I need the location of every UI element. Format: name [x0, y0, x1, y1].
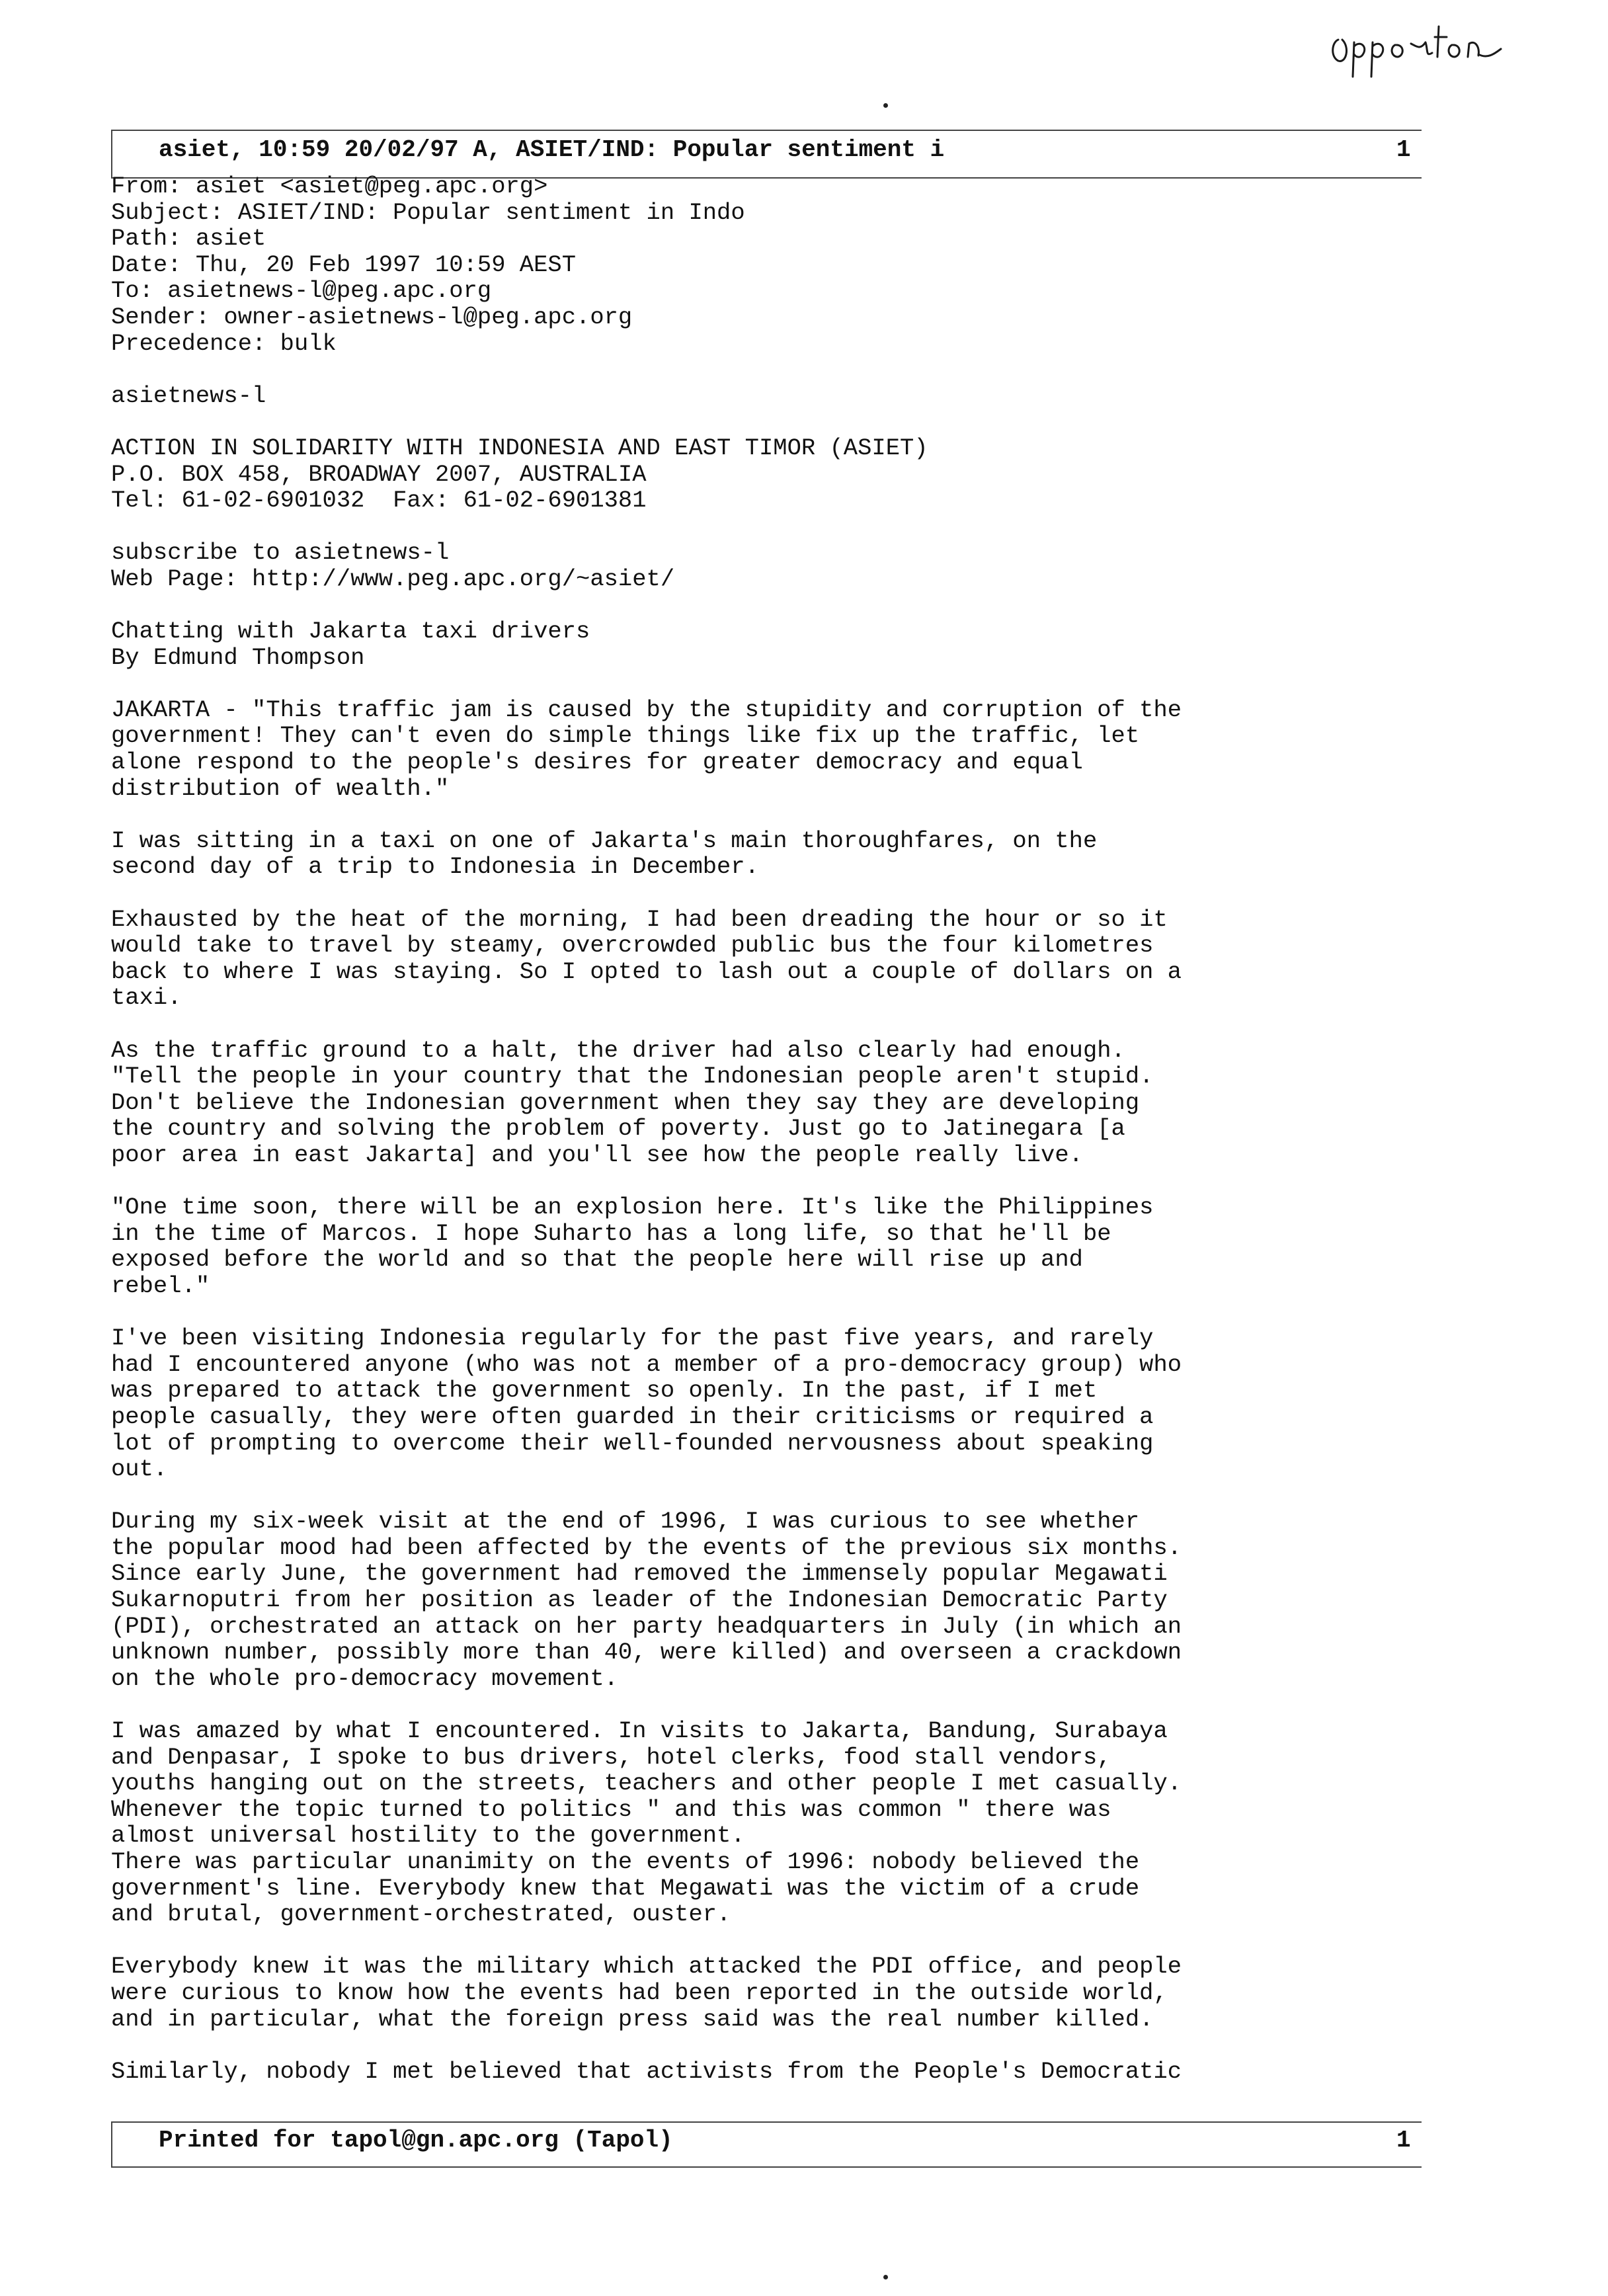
- body-line: government's line. Everybody knew that Megawati was the victim of a crude: [111, 1874, 1140, 1902]
- body-line: the popular mood had been affected by the events of the previous six months.: [111, 1534, 1182, 1561]
- body-line: As the traffic ground to a halt, the driver had also clearly had enough.: [111, 1036, 1125, 1064]
- body-line: I was amazed by what I encountered. In visits to Jakarta, Bandung, Surabaya: [111, 1717, 1168, 1745]
- blank-line: [111, 801, 1407, 828]
- body-line: I was sitting in a taxi on one of Jakarta's main thoroughfares, on the: [111, 827, 1098, 854]
- scan-speck: [883, 2275, 888, 2279]
- body-line: had I encountered anyone (who was not a member of a pro-democracy group) who: [111, 1350, 1182, 1378]
- body-line: Everybody knew it was the military which attacked the PDI office, and people: [111, 1953, 1182, 1981]
- blank-line: [111, 1483, 1407, 1509]
- body-line: and brutal, government-orchestrated, ouster.: [111, 1901, 731, 1928]
- body-line: on the whole pro-democracy movement.: [111, 1664, 618, 1692]
- body-line: Date: Thu, 20 Feb 1997 10:59 AEST: [111, 251, 577, 278]
- body-line: and Denpasar, I spoke to bus drivers, hotel clerks, food stall vendors,: [111, 1743, 1111, 1771]
- body-line: From: asiet <asiet@peg.apc.org>: [111, 173, 548, 200]
- body-line: were curious to know how the events had been reported in the outside world,: [111, 1979, 1168, 2006]
- body-line: Since early June, the government had removed the immensely popular Megawati: [111, 1560, 1168, 1588]
- body-line: subscribe to asietnews-l: [111, 539, 450, 567]
- body-line: Exhausted by the heat of the morning, I had been dreading the hour or so it: [111, 905, 1168, 933]
- blank-line: [111, 514, 1407, 540]
- body-line: Path: asiet: [111, 225, 266, 253]
- body-line: I've been visiting Indonesia regularly for the past five years, and rarely: [111, 1325, 1154, 1352]
- blank-line: [111, 409, 1407, 435]
- body-line: exposed before the world and so that the people here will rise up and: [111, 1246, 1083, 1274]
- body-line: Sender: owner-asietnews-l@peg.apc.org: [111, 303, 633, 331]
- blank-line: [111, 1299, 1407, 1326]
- body-line: the country and solving the problem of poverty. Just go to Jatinegara [a: [111, 1115, 1125, 1143]
- body-line: JAKARTA - "This traffic jam is caused by the stupidity and corruption of the: [111, 696, 1182, 723]
- header-title: asiet, 10:59 20/02/97 A, ASIET/IND: Popular sentiment i: [159, 136, 945, 163]
- body-line: second day of a trip to Indonesia in December.: [111, 853, 759, 881]
- body-line: "One time soon, there will be an explosion here. It's like the Philippines: [111, 1194, 1154, 1221]
- blank-line: [111, 671, 1407, 697]
- body-line: Whenever the topic turned to politics " and this was common " there was: [111, 1795, 1111, 1823]
- body-line: unknown number, possibly more than 40, were killed) and overseen a crackdown: [111, 1639, 1182, 1666]
- body-line: Precedence: bulk: [111, 329, 337, 357]
- body-line: rebel.": [111, 1272, 210, 1299]
- body-line: alone respond to the people's desires for greater democracy and equal: [111, 749, 1083, 776]
- blank-line: [111, 356, 1407, 383]
- scan-speck: [883, 103, 888, 108]
- body-line: By Edmund Thompson: [111, 643, 365, 671]
- body-line: would take to travel by steamy, overcrowded public bus the four kilometres: [111, 932, 1154, 960]
- body-line: To: asietnews-l@peg.apc.org: [111, 277, 492, 305]
- body-line: in the time of Marcos. I hope Suharto has a long life, so that he'll be: [111, 1219, 1111, 1247]
- body-line: Tel: 61-02-6901032 Fax: 61-02-6901381: [111, 487, 647, 514]
- body-line: P.O. BOX 458, BROADWAY 2007, AUSTRALIA: [111, 460, 647, 488]
- body-line: "Tell the people in your country that the Indonesian people aren't stupid.: [111, 1063, 1154, 1090]
- body-line: Similarly, nobody I met believed that activists from the People's Democratic: [111, 2057, 1182, 2085]
- header-page-number: 1: [1396, 136, 1411, 163]
- body-line: Don't believe the Indonesian government when they say they are developing: [111, 1088, 1140, 1116]
- body-line: was prepared to attack the government so openly. In the past, if I met: [111, 1377, 1098, 1405]
- blank-line: [111, 1928, 1407, 1954]
- blank-line: [111, 1011, 1407, 1038]
- footer-page-number: 1: [1396, 2127, 1411, 2154]
- body-line: (PDI), orchestrated an attack on her party headquarters in July (in which an: [111, 1612, 1182, 1640]
- body-line: lot of prompting to overcome their well-founded nervousness about speaking: [111, 1429, 1154, 1457]
- body-line: out.: [111, 1456, 168, 1483]
- body-line: people casually, they were often guarded in their criticisms or required a: [111, 1403, 1154, 1430]
- body-line: government! They can't even do simple things like fix up the traffic, let: [111, 722, 1140, 750]
- message-body: [111, 173, 1407, 2084]
- body-line: taxi.: [111, 984, 182, 1012]
- body-line: During my six-week visit at the end of 1996, I was curious to see whether: [111, 1508, 1140, 1536]
- body-line: ACTION IN SOLIDARITY WITH INDONESIA AND EAST TIMOR (ASIET): [111, 434, 928, 462]
- body-line: youths hanging out on the streets, teachers and other people I met casually.: [111, 1770, 1182, 1797]
- blank-line: [111, 1168, 1407, 1195]
- handwritten-annotation: [1322, 13, 1560, 79]
- body-line: poor area in east Jakarta] and you'll see how the people really live.: [111, 1141, 1083, 1168]
- footer-title: Printed for tapol@gn.apc.org (Tapol): [159, 2127, 673, 2154]
- body-line: There was particular unanimity on the events of 1996: nobody believed the: [111, 1848, 1140, 1875]
- body-line: and in particular, what the foreign press said was the real number killed.: [111, 2005, 1154, 2033]
- body-line: almost universal hostility to the government.: [111, 1822, 745, 1850]
- blank-line: [111, 1692, 1407, 1718]
- blank-line: [111, 880, 1407, 907]
- body-line: asietnews-l: [111, 382, 266, 409]
- body-line: Chatting with Jakarta taxi drivers: [111, 618, 590, 645]
- blank-line: [111, 2032, 1407, 2059]
- body-line: Subject: ASIET/IND: Popular sentiment in Indo: [111, 198, 745, 226]
- blank-line: [111, 593, 1407, 619]
- body-line: distribution of wealth.": [111, 774, 450, 802]
- body-line: Web Page: http://www.peg.apc.org/~asiet/: [111, 565, 675, 593]
- body-line: Sukarnoputri from her position as leader of the Indonesian Democratic Party: [111, 1586, 1168, 1614]
- body-line: back to where I was staying. So I opted to lash out a couple of dollars on a: [111, 958, 1182, 985]
